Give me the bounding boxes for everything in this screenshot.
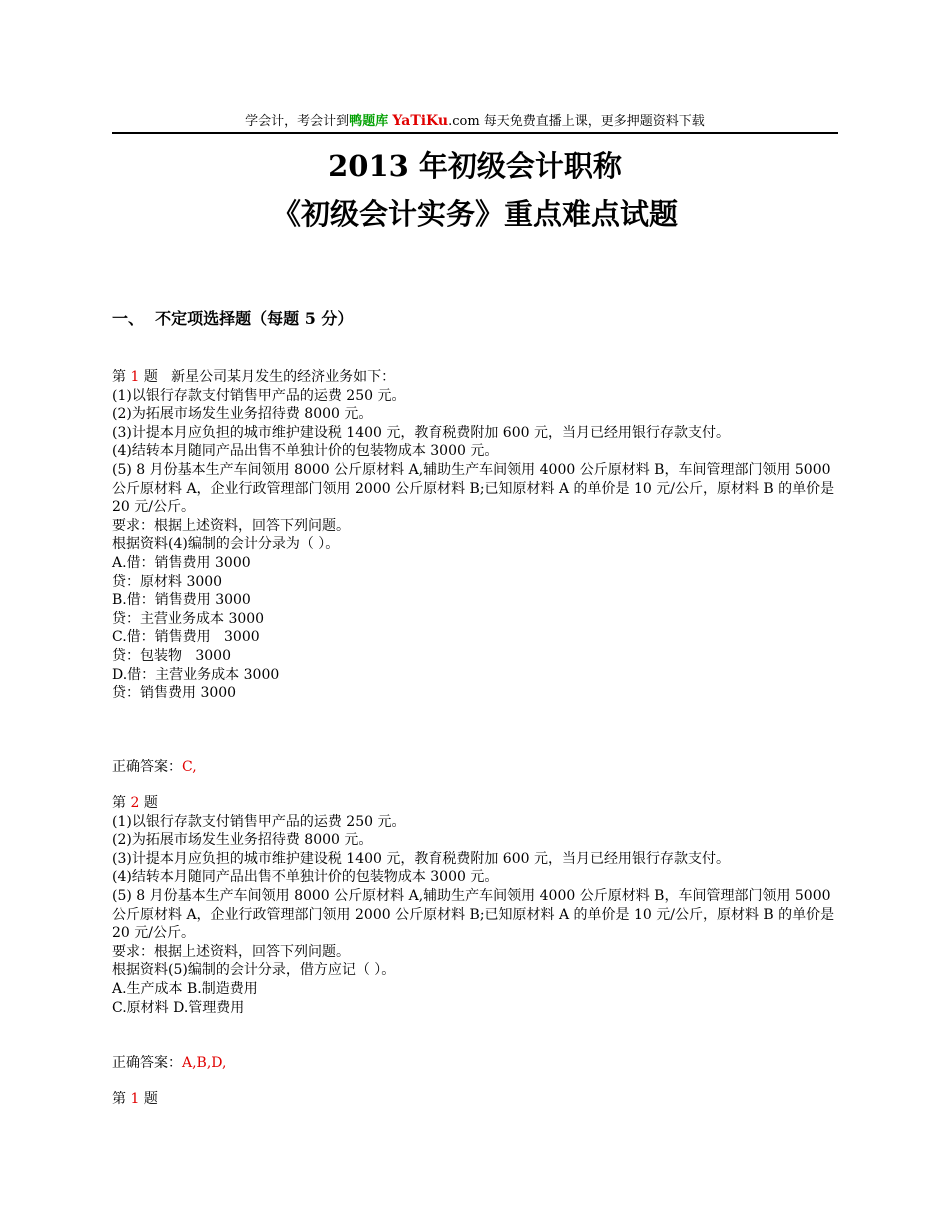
answer-1: [112, 758, 197, 776]
answer-value: A,B,D,: [182, 1055, 227, 1071]
header-brand-cn: 鸭题库: [349, 114, 389, 129]
option-line: 贷：销售费用 3000: [112, 685, 237, 702]
question-number: 1: [130, 369, 140, 385]
answer-label: 正确答案：: [112, 1055, 182, 1071]
question-line: (3)计提本月应负担的城市维护建设税 1400 元，教育税费附加 600 元，当月已经用银行存款支付。: [112, 850, 730, 867]
question-line: 要求：根据上述资料，回答下列问题。: [112, 943, 350, 960]
section-heading: 一、 不定项选择题（每题 5 分）: [112, 309, 354, 328]
option-line: A.借：销售费用 3000: [112, 554, 251, 571]
option-line: B.借：销售费用 3000: [112, 592, 251, 609]
question-line: (1)以银行存款支付销售甲产品的运费 250 元。: [112, 813, 406, 830]
question-number-suffix: 题 新星公司某月发生的经济业务如下：: [139, 369, 396, 385]
document-title-line1: 2013 年初级会计职称: [328, 149, 622, 183]
question-number-suffix: 题: [139, 1091, 158, 1107]
question-line: (2)为拓展市场发生业务招待费 8000 元。: [112, 406, 373, 423]
question-line: (4)结转本月随同产品出售不单独计价的包装物成本 3000 元。: [112, 443, 499, 460]
header-brand-en: YaTiKu: [392, 113, 449, 129]
answer-2: [112, 1054, 226, 1072]
question-3-heading: [112, 1090, 158, 1108]
option-line: 贷：主营业务成本 3000: [112, 610, 265, 627]
question-number: 2: [130, 795, 140, 811]
option-line: A.生产成本 B.制造费用: [112, 980, 258, 997]
option-line: C.原材料 D.管理费用: [112, 999, 245, 1016]
question-2: [112, 794, 842, 1017]
question-line: (5) 8 月份基本生产车间领用 8000 公斤原材料 A,辅助生产车间领用 4000 公斤原材料 B，车间管理部门领用 5000 公斤原材料 A，企业行政管理部门领用 2000 公斤原材料 B;已知原材料 A 的单价是 10 元/公斤，原材料 B 的单价是 20 元/公斤。: [112, 461, 835, 516]
page-header: [112, 113, 838, 130]
question-line: (3)计提本月应负担的城市维护建设税 1400 元，教育税费附加 600 元，当月已经用银行存款支付。: [112, 424, 730, 441]
question-number-prefix: 第: [112, 369, 131, 385]
question-line: 根据资料(5)编制的会计分录，借方应记（ ）。: [112, 962, 396, 979]
question-number-prefix: 第: [112, 795, 131, 811]
answer-label: 正确答案：: [112, 759, 182, 775]
header-suffix: .com 每天免费直播上课，更多押题资料下载: [448, 114, 705, 129]
answer-value: C,: [182, 759, 197, 775]
header-divider: [112, 132, 838, 134]
question-2-heading: [112, 794, 842, 813]
question-1: [112, 368, 842, 703]
question-1-heading: [112, 368, 842, 387]
header-prefix: 学会计，考会计到: [245, 114, 350, 129]
question-line: (5) 8 月份基本生产车间领用 8000 公斤原材料 A,辅助生产车间领用 4000 公斤原材料 B，车间管理部门领用 5000 公斤原材料 A，企业行政管理部门领用 2000 公斤原材料 B;已知原材料 A 的单价是 10 元/公斤，原材料 B 的单价是 20 元/公斤。: [112, 887, 835, 942]
document-title-line2: 《初级会计实务》重点难点试题: [271, 197, 678, 231]
option-line: 贷：包装物 3000: [112, 647, 231, 664]
question-number: 1: [130, 1091, 140, 1107]
question-line: (1)以银行存款支付销售甲产品的运费 250 元。: [112, 387, 406, 404]
option-line: C.借：销售费用 3000: [112, 629, 260, 646]
question-number-suffix: 题: [139, 795, 158, 811]
question-line: 根据资料(4)编制的会计分录为（ ）。: [112, 536, 340, 553]
question-line: 要求：根据上述资料，回答下列问题。: [112, 517, 350, 534]
question-number-prefix: 第: [112, 1091, 131, 1107]
option-line: D.借：主营业务成本 3000: [112, 666, 280, 683]
question-line: (2)为拓展市场发生业务招待费 8000 元。: [112, 832, 373, 849]
question-line: (4)结转本月随同产品出售不单独计价的包装物成本 3000 元。: [112, 869, 499, 886]
option-line: 贷：原材料 3000: [112, 573, 223, 590]
